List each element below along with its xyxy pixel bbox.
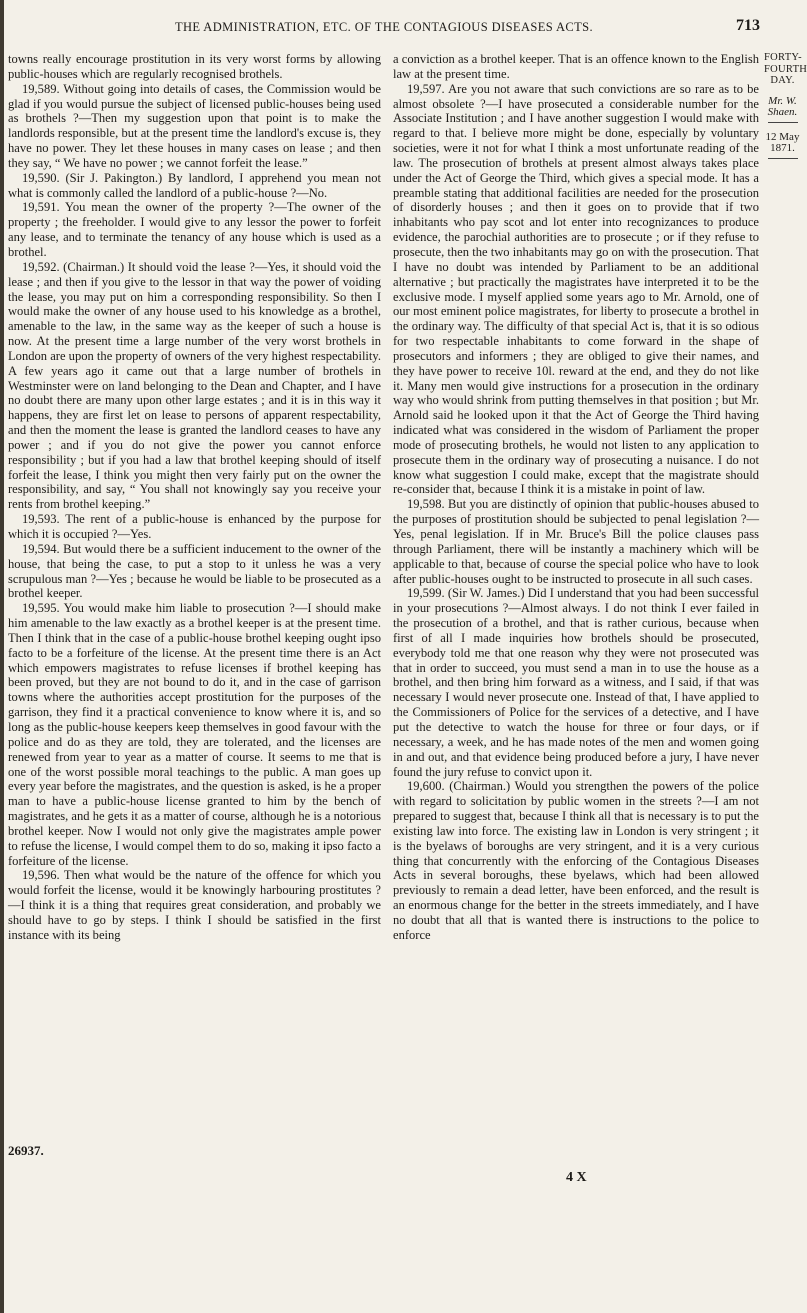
right-paragraph: 19,599. (Sir W. James.) Did I understand that you had been successful in your prosecutions ?—Almost always. I do not think I ever failed in the prosecution of a brothel, and that is rather curious, because when first of all I made inquiries how brothels should be prosecuted, everybody told me that one reason why they were not prosecuted was that in order to succeed, you must send a man in to use the house as a brothel, and then bring him forward as a witness, and I said, if that was necessary I would never prosecute one. Instead of that, I have applied to the Commissioners of Police for the services of a detective, and I have put the detective to watch the house for three or four days, or if necessary, a week, and he has made notes of the men and women going in and out, and that evidence being produced before a jury, I have never found the jury refuse to convict upon it. (393, 586, 759, 779)
margin-rule (768, 158, 798, 159)
signature-number: 26937. (8, 1143, 44, 1158)
running-head: THE ADMINISTRATION, ETC. OF THE CONTAGIOUS DISEASES ACTS. (174, 20, 594, 34)
left-paragraph: 19,592. (Chairman.) It should void the lease ?—Yes, it should void the lease ; and then if you give to the lessor in that way the power of voiding the lease, you may put on him a corresponding responsibility. So then I would make the owner of any house used to his knowledge as a brothel, amenable to the law, in the same way as the keeper of such a house is now. At the present time a large number of the very worst brothels in London are upon the property of owners of the very highest respectability. A few years ago it came out that a large number of brothels in Westminster were on land belonging to the Dean and Chapter, and I have no doubt there are many upon other large estates ; and it is in this way it happens, they are first let on lease to persons of apparent respectability, and then the moment the lease is granted the landlord ceases to have any power ; and if you do not give the power you cannot enforce responsibility ; but if you had a law that brothel keeping should of itself forfeit the lease, I think you might then very fairly put on the owner the responsibility, and say, “ You shall not knowingly say you receive your rents from brothel keeping.” (8, 259, 381, 512)
right-paragraph: 19,598. But you are distinctly of opinion that public-houses abused to the purposes of prostitution should be subjected to penal legislation ?—Yes, penal legislation. If in Mr. Bruce's Bill the police clauses pass through Parliament, there will be instantly a machinery which will be applicable to that, because of course the special police who have to look after public-houses ought to be instructed to prosecute in all such cases. (393, 497, 759, 586)
right-column (393, 52, 759, 943)
page-number: 713 (736, 17, 760, 34)
left-paragraph: towns really encourage prostitution in its very worst forms by allowing public-houses which are regularly recognised brothels. (8, 52, 381, 81)
left-paragraph: 19,593. The rent of a public-house is enhanced by the purpose for which it is occupied ?—Yes. (8, 512, 381, 541)
left-paragraph: 19,595. You would make him liable to prosecution ?—I should make him amenable to the law exactly as a brothel keeper is at the present time. Then I think that in the case of a public-house brothel keeping ought ipso facto to be a forfeiture of the license. At the present time there is an Act which empowers magistrates to refuse licenses if brothel keeping has been proved, but they are not bound to do it, and in the case of garrison towns where the authorities accept prostitution for the purposes of the garrison, they find it a practical convenience to know where it is, and so long as the public-house keepers keep themselves in good favour with the police and do as they are told, they are tolerated, and the licenses are renewed from year to year as a matter of course. It seems to me that is one of the worst possible moral teachings to the public. A man goes up every year before the magistrates, and the question is asked, is he a proper man to have a public-house license granted to him by the bench of magistrates, and he gets it as a matter of course, although he is a notorious brothel keeper. Now I would not only give the magistrates ample power to refuse the license, I would compel them to do so, making it ipso facto a forfeiture of the license. (8, 601, 381, 868)
scan-edge (0, 0, 4, 1313)
margin-date: 12 May 1871. (765, 130, 800, 154)
margin-witness: Mr. W. Shaen. (767, 94, 798, 118)
right-paragraph: a conviction as a brothel keeper. That is an offence known to the English law at the present time. (393, 52, 759, 81)
left-paragraph: 19,590. (Sir J. Pakington.) By landlord, I apprehend you mean not what is commonly called the landlord of a public-house ?—No. (8, 170, 381, 200)
margin-note (764, 52, 807, 159)
margin-day: FORTY-FOURTH DAY. (764, 52, 807, 86)
right-paragraph: 19,597. Are you not aware that such convictions are so rare as to be almost obsolete ?—I have prosecuted a considerable number for the Associate Institution ; and I have another suggestion I would make with regard to that. I believe more might be done, especially by voluntary societies, were it not for what I think a most unfortunate reading of the law. The prosecution of brothels at present almost always takes place under the Act of George the Third, which gives a special mode. It has a preamble stating that additional facilities are needed for the prosecution of disorderly houses ; and then it goes on to provide that if two inhabitants who pay scot and lot enter into recognizances to produce evidence, the parochial authorities are to prosecute ; or if they refuse to prosecute, then the two inhabitants may go on with the prosecution. That I have no doubt was intended by Parliament to be an additional alternative ; but practically the magistrates have interpreted it to be the exclusive mode. I myself applied some years ago to Mr. Arnold, one of our most eminent police magistrates, for liberty to prosecute a brothel in the ordinary way. The difficulty of that special Act is, that it is so odious for two respectable inhabitants to come forward in the shape of prosecutors and informers ; they are obliged to give their names, and they have power to receive 10l. reward at the end, and they do not like it. Many men would give instructions for a prosecution in the ordinary way who would shrink from putting themselves in that position ; but Mr. Arnold said he looked upon it that the Act of George the Third having indicated what was considered in the wisdom of Parliament the proper mode of prosecuting brothels, he would not listen to any application to prosecute them in the ordinary way of prosecuting a nuisance. I do not know what suggestion I could make, except that the magistrate should re-consider that, because I think it is a mistake in point of law. (393, 81, 759, 497)
left-column (8, 52, 381, 943)
signature-mark: 4 X (566, 1170, 587, 1185)
left-paragraph: 19,596. Then what would be the nature of the offence for which you would forfeit the license, would it be knowingly harbouring prostitutes ?—I think it is a thing that requires great consideration, and probably we should have to go by steps. I think I should be satisfied in the first instance with its being (8, 868, 381, 942)
left-paragraph: 19,589. Without going into details of cases, the Commission would be glad if you would pursue the subject of licensed public-houses being used as brothels ?—Then my suggestion upon that point is to make the landlords responsible, but at the present time the landlord's excuse is, they have no power. They let these houses in many cases on lease ; and then they say, “ We have no power ; we cannot forfeit the lease.” (8, 81, 381, 170)
right-paragraph: 19,600. (Chairman.) Would you strengthen the powers of the police with regard to solicitation by public women in the streets ?—I am not prepared to suggest that, because I think all that is necessary is to put the existing law into force. The existing law in London is very stringent ; it is the byelaws of boroughs are very stringent, and it is a very curious thing that concurrently with the enforcing of the Contagious Diseases Acts in several boroughs, these byelaws, which had been allowed previously to remain a dead letter, have been enforced, and the result is an enormous change for the better in the streets immediately, and I have no doubt that all that is wanted there is instructions to the police to enforce (393, 779, 759, 942)
left-paragraph: 19,591. You mean the owner of the property ?—The owner of the property ; the freeholder. I would give to any lessor the power to forfeit any lease, and to terminate the tenancy of any house which is used as a brothel. (8, 200, 381, 259)
page-header (8, 17, 760, 42)
margin-rule (768, 122, 798, 123)
left-paragraph: 19,594. But would there be a sufficient inducement to the owner of the house, that being the case, to put a stop to it unless he was a very scrupulous man ?—Yes ; because he would be liable to be prosecuted as a brothel keeper. (8, 541, 381, 601)
